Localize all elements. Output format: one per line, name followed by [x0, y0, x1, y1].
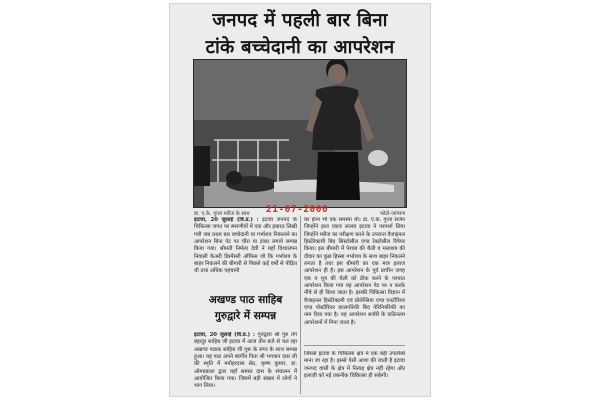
main-article-text-1: इटावा जनपद के चिकित्सा जगत पर स्मरणीयों में एक और इबारत लिखी गयी जब प्रथम बार बच्चेदानी या गर्भाशय निकालने का आपरेशन बिना पेट पर चीरा या टांका लगाये सम्पन्न किया गया। श्रीमती निर्मला देवी ने यहाँ विशालपन निवासी केअरी डिस्पेंसरी ऑफिस जो कि गर्भाशय के बाहर निकलने की बीमारी से पिछले कई वर्षों से पीड़ित थी तथा अधिक पहचानी [194, 217, 297, 275]
sub-article-dateline: इटावा, 20 जुलाई (वि.प्र.) : [194, 332, 255, 338]
newspaper-clipping [170, 4, 430, 396]
headline-line-1: जनपद में पहली बार बिना [212, 10, 388, 31]
sub-article-text: गुरुद्वारा श्री गुरु तेग बहादुर साहिब जी इटावा में आज तीन बजे से चल रहा अखण्ड पाठक साहिब जी गुरू के लंगर के साथ सम्पन्न हुआ। यह पाठ अपने स्वर्गीय पिता श्री भगवान दास जी की स्मृति में मनोहरदास सेठ, कृष्ण कुमार, डा. ओमप्रकाश द्वारा यहाँ समस्त दास के संचालन में आयोजित किया गया। जिसमें बड़ी संख्या में लोगों ने भाग लिया। [194, 332, 297, 390]
box-divider [304, 345, 405, 346]
hospital-ward-photo [194, 60, 406, 207]
main-article-text-3: जिससे इटावा के चिकित्सा क्षेत्र में एक बड़ी उपलब्धि माना जा रहा है। इससे ऐसी आशा की जाती है इटावा जनपद वासी के क्षेत्र में नित्यह क्षेत्र नहीं रहेगा और इलाज़ी को नई तकनीक चिकित्सा ही सकेगी। [304, 351, 405, 380]
main-article-text-2: का होना भी एक समस्या थी। डा. ए.के. गुप्ता सर्जन जिन्होंने हाल एकत्र लालव इटावा ने परामर्श लिया जिन्होंने मरीज का परीक्षण करने के उपरान्त वैजाइनल हिस्टेरेक्टमी बिद सिस्टोसील एण्ड रेक्टोसील रिपेयर किया। इस बीमारी में पेशाब की थैली व मलाशय की दीवार का कुछ हिस्सा गर्भाशय के साथ बाहर निकलने लगता है तथा इस बीमारी का एक मात्र इलाज आपरेशन ही है। इस आपरेशन के पूर्व प्राचीन जगह एक व मूत्र की थैली को ठीक करने के पश्चात आपरेशन किया गया यह आपरेशन पेट पर न करके नीचे से ही किया जाता है। इसकी चिकित्सा विज्ञान में वैजाइनल हिस्टेरेक्टमी एवं प्रोलेप्सिया एण्ड एनटीरियर एण्ड पोस्टीरियर कालपोरेफी बिद पेरिनियोरेफी का नाम दिया गया है। यह आपरेशन सर्जरी के कठिनतम आपरेशनों में गिना जाता है। [304, 217, 405, 326]
column-divider [300, 216, 301, 394]
sub-article-column [194, 332, 297, 394]
photo-caption: डा. ए.के. गुप्ता मरीज के साथ [194, 211, 250, 217]
photo-credit: फोटो-जागरण [380, 211, 406, 217]
headline-line-2: टांके बच्चेदानी का आपरेशन [205, 37, 395, 58]
sub-headline-line-2: गुरुद्वारे में सम्पन्न [214, 310, 277, 322]
article-photo [193, 59, 407, 208]
main-article-column-3 [304, 351, 405, 395]
date-stamp: 21-07-2000 [266, 204, 329, 215]
main-article-column-1 [194, 217, 297, 289]
main-article-column-2 [304, 217, 405, 341]
sub-headline-line-1: अखण्ड पाठ साहिब [208, 294, 283, 306]
main-article-dateline: इटावा, 20 जुलाई (वि.प्र.) : [194, 217, 259, 223]
